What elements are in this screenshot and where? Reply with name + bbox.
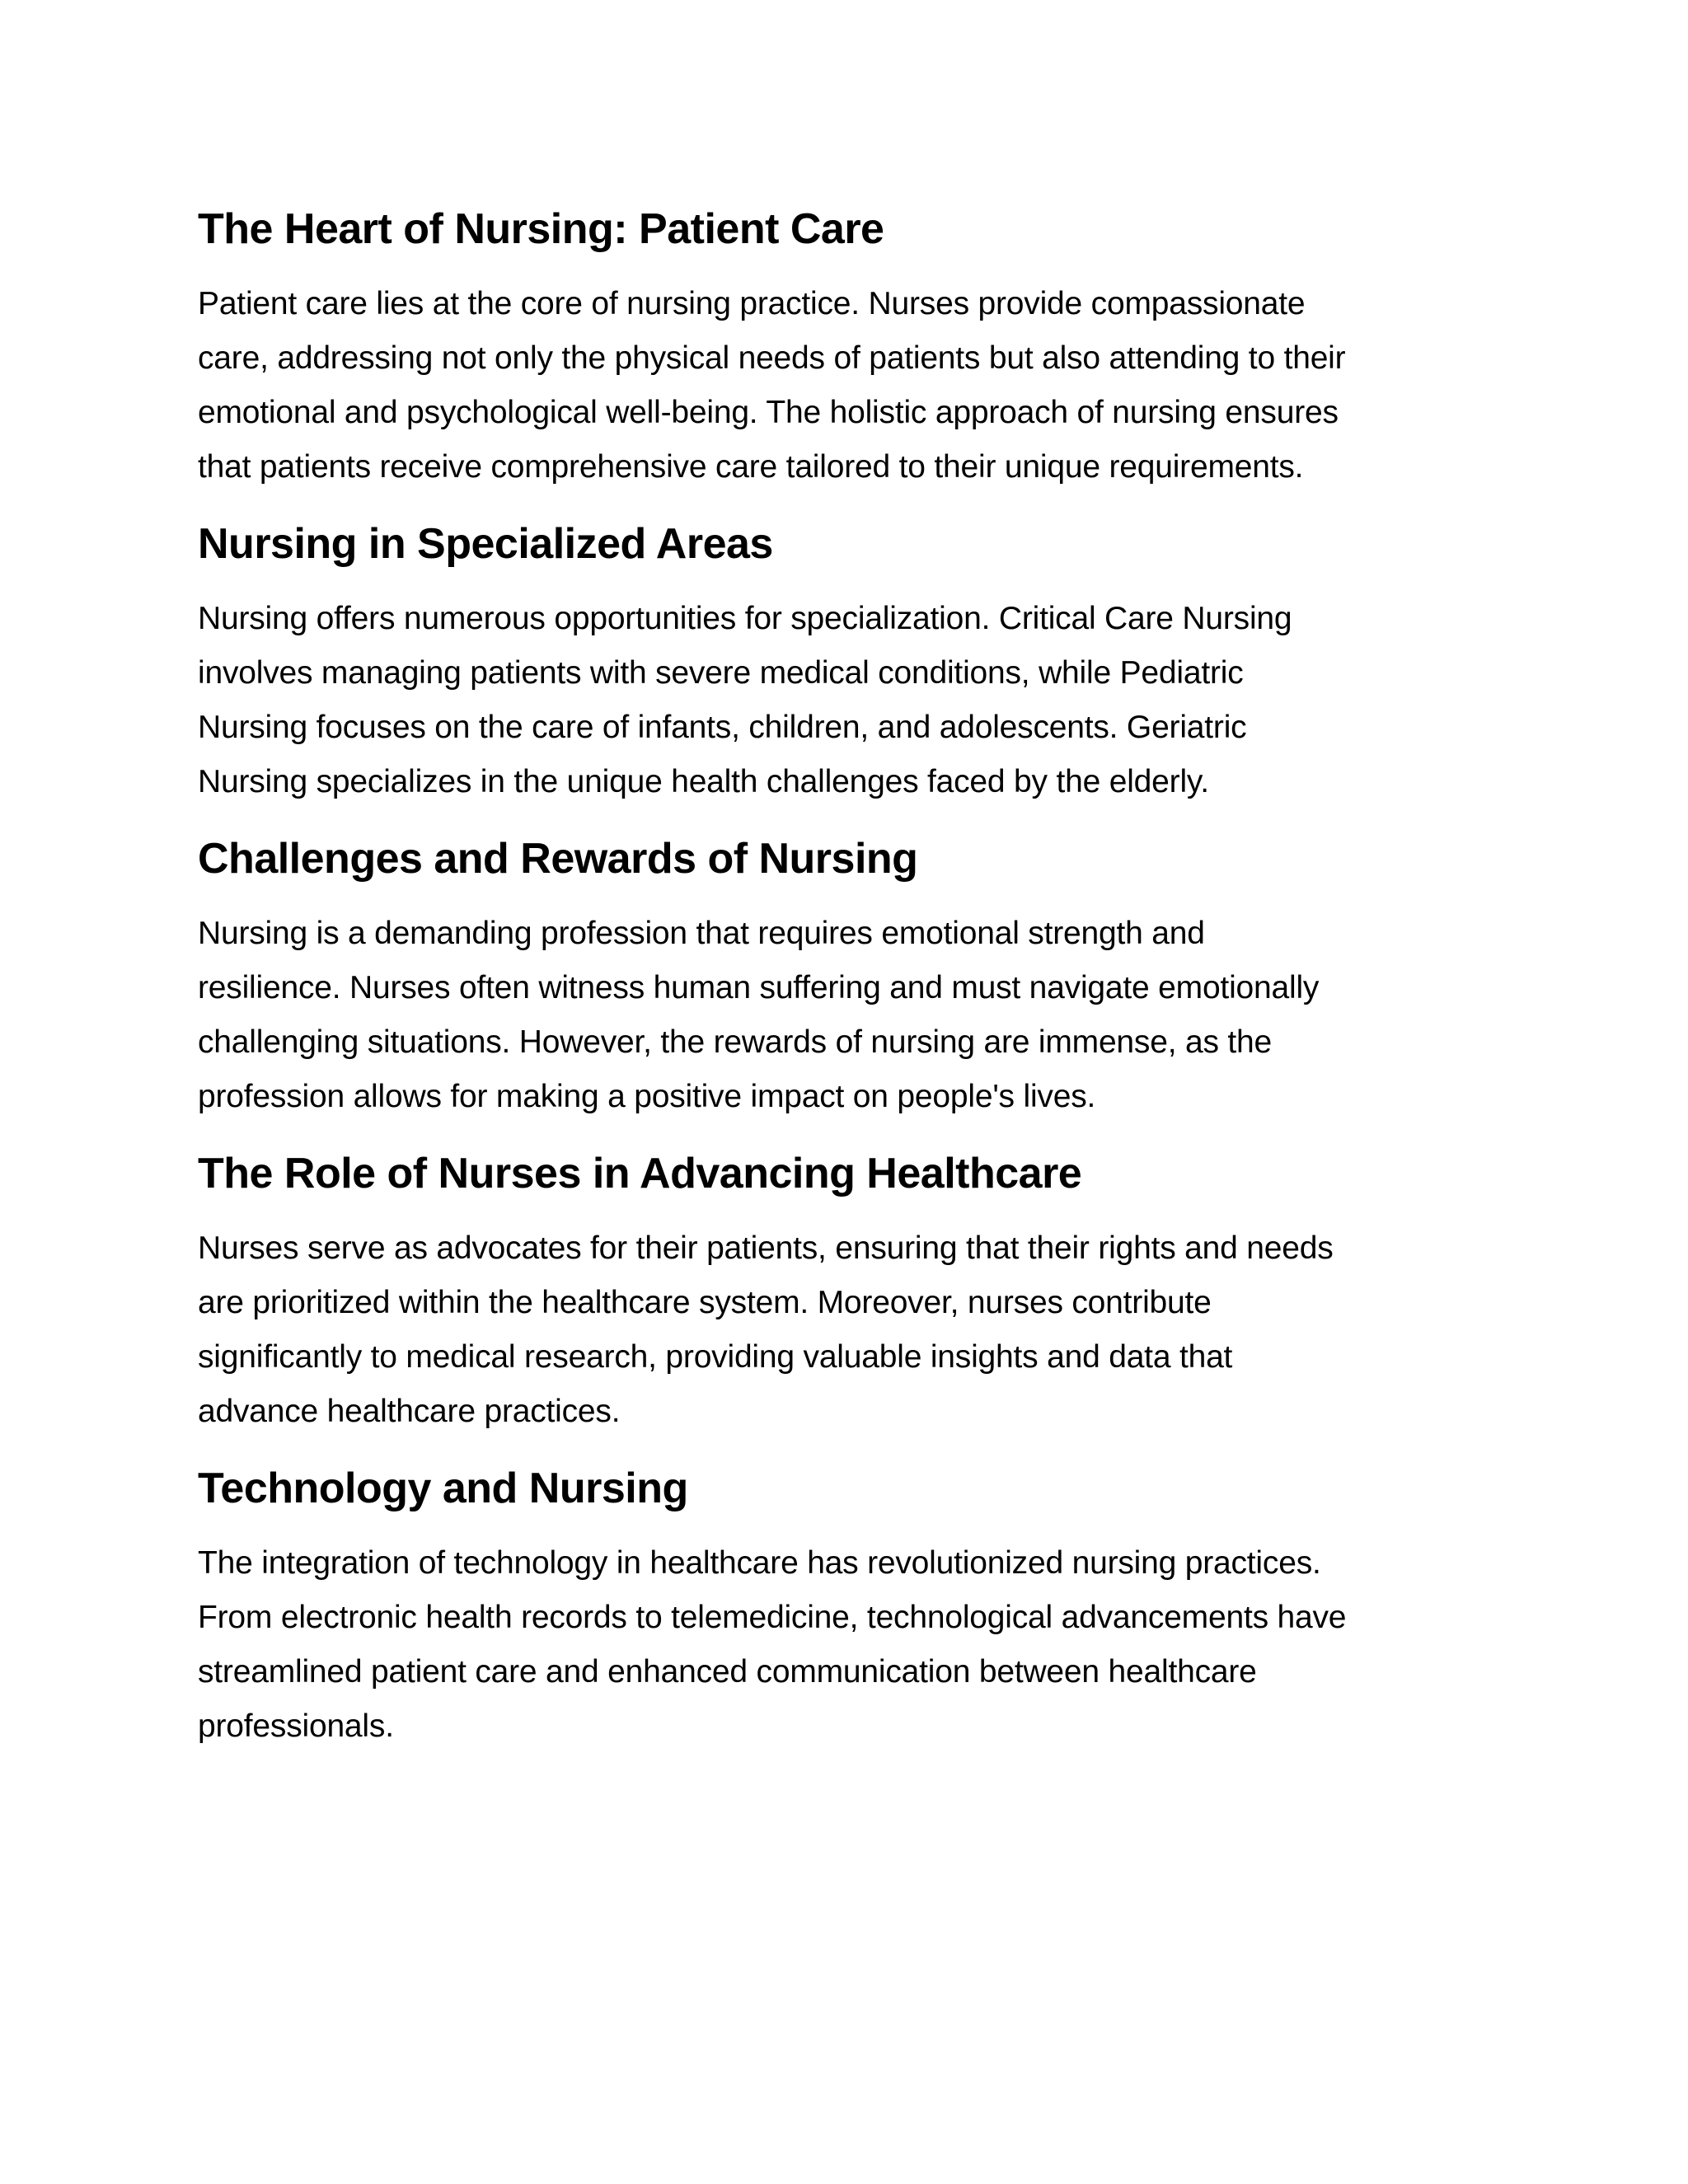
section-paragraph [198, 1536, 1533, 1754]
paragraph-line: challenging situations. However, the rewards of nursing are immense, as the [198, 1024, 1273, 1060]
paragraph-line: profession allows for making a positive impact on people's lives. [198, 1079, 1096, 1114]
paragraph-line: The integration of technology in healthcare has revolutionized nursing practices. [198, 1545, 1321, 1581]
paragraph-line: Nursing is a demanding profession that requires emotional strength and [198, 916, 1205, 951]
section-paragraph [198, 277, 1533, 494]
paragraph-line: Nursing specializes in the unique health challenges faced by the elderly. [198, 764, 1209, 799]
section-specialized-areas [198, 511, 1533, 809]
section-heading: The Role of Nurses in Advancing Healthcare [198, 1150, 1082, 1197]
paragraph-line: From electronic health records to telemedicine, technological advancements have [198, 1600, 1347, 1635]
section-paragraph [198, 1221, 1533, 1439]
paragraph-line: Nursing offers numerous opportunities for specialization. Critical Care Nursing [198, 601, 1292, 636]
paragraph-line: emotional and psychological well-being. The holistic approach of nursing ensures [198, 395, 1339, 430]
paragraph-line: are prioritized within the healthcare system. Moreover, nurses contribute [198, 1285, 1212, 1320]
paragraph-line: that patients receive comprehensive care tailored to their unique requirements. [198, 449, 1304, 485]
section-technology [198, 1455, 1533, 1754]
paragraph-line: Nursing focuses on the care of infants, children, and adolescents. Geriatric [198, 710, 1247, 745]
paragraph-line: resilience. Nurses often witness human suffering and must navigate emotionally [198, 970, 1320, 1005]
section-challenges-rewards [198, 826, 1533, 1124]
paragraph-line: streamlined patient care and enhanced communication between healthcare [198, 1654, 1257, 1690]
paragraph-line: significantly to medical research, providing valuable insights and data that [198, 1339, 1233, 1375]
paragraph-line: involves managing patients with severe medical conditions, while Pediatric [198, 655, 1244, 691]
section-patient-care [198, 196, 1533, 494]
paragraph-line: Nurses serve as advocates for their patients, ensuring that their rights and needs [198, 1230, 1334, 1266]
section-advancing-healthcare [198, 1141, 1533, 1439]
paragraph-line: care, addressing not only the physical needs of patients but also attending to their [198, 340, 1346, 376]
document-page [198, 196, 1533, 1770]
section-heading: Challenges and Rewards of Nursing [198, 835, 918, 883]
section-paragraph [198, 592, 1533, 809]
section-heading: The Heart of Nursing: Patient Care [198, 205, 884, 253]
section-paragraph [198, 907, 1533, 1124]
paragraph-line: Patient care lies at the core of nursing practice. Nurses provide compassionate [198, 286, 1306, 321]
paragraph-line: advance healthcare practices. [198, 1394, 621, 1429]
section-heading: Nursing in Specialized Areas [198, 520, 773, 568]
paragraph-line: professionals. [198, 1708, 394, 1744]
section-heading: Technology and Nursing [198, 1465, 688, 1512]
